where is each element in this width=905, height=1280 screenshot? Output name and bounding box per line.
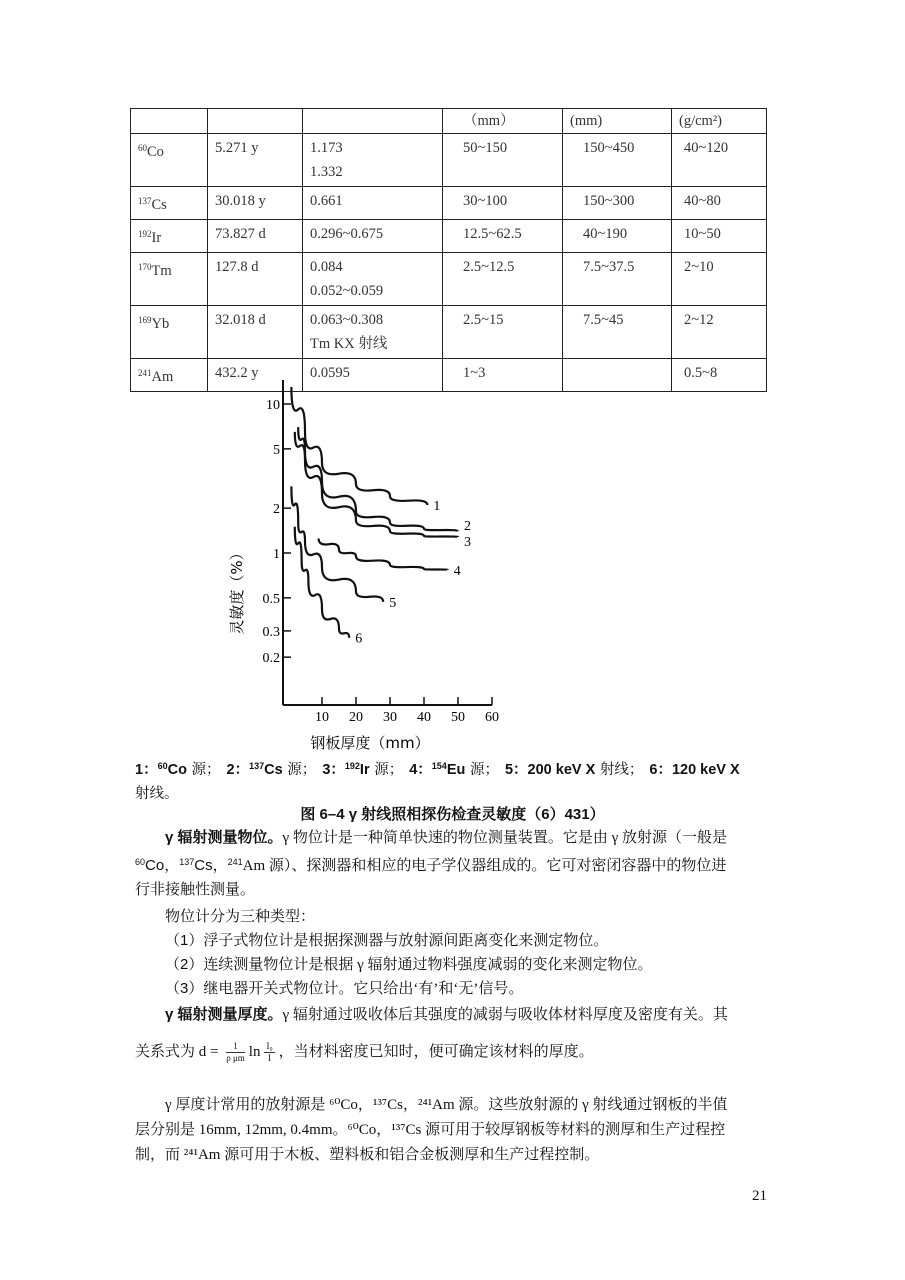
- series-label-5: 5: [389, 595, 397, 611]
- formula-prefix: 关系式为 d =: [135, 1044, 223, 1060]
- table-cell: [443, 306, 563, 359]
- table-cell: [208, 306, 303, 359]
- legend-source: Ir: [359, 762, 370, 778]
- table-cell: [563, 253, 672, 306]
- half-life: 30.018 y: [215, 193, 266, 209]
- mass-number: 154: [431, 761, 447, 771]
- cell-value: 40~80: [684, 193, 721, 209]
- energy-value: 0.052~0.059: [310, 283, 384, 299]
- cell-value: 40~120: [684, 140, 729, 156]
- table-header-row: [131, 109, 767, 134]
- chart-legend-text: [135, 758, 746, 779]
- series-label-2: 2: [464, 519, 471, 535]
- series-line-1: [291, 387, 427, 505]
- table-row: [131, 253, 767, 306]
- header-cell: (g/cm²): [672, 109, 767, 134]
- header-cell: [131, 109, 208, 134]
- para-text: Co，: [145, 857, 180, 874]
- header-cell: （mm）: [443, 109, 563, 134]
- para-line: [135, 826, 775, 850]
- header-cell: [303, 109, 443, 134]
- type-item: [165, 929, 775, 953]
- table-cell: [563, 220, 672, 253]
- legend-number: 3：: [322, 762, 345, 778]
- half-life: 73.827 d: [215, 226, 266, 242]
- legend-source: 200 keV X: [527, 762, 596, 778]
- sensitivity-chart: [215, 375, 515, 755]
- mass-number: 60: [138, 143, 147, 153]
- series-label-6: 6: [355, 631, 363, 647]
- section-heading: γ 辐射测量物位。: [165, 829, 283, 846]
- table-cell: [208, 134, 303, 187]
- table-cell: [131, 134, 208, 187]
- type-number: （3）: [165, 980, 204, 997]
- table-cell: [208, 253, 303, 306]
- y-tick-label: 2: [273, 502, 280, 518]
- fraction-denominator: I: [268, 1053, 272, 1064]
- cell-value: 2~10: [684, 259, 714, 275]
- energy-value: 1.173: [310, 140, 343, 156]
- table-row: [131, 220, 767, 253]
- half-life: 432.2 y: [215, 365, 259, 381]
- mass-number: 170: [138, 262, 152, 272]
- y-tick-label: 0.3: [262, 624, 280, 640]
- table-cell: [443, 253, 563, 306]
- table-cell: [443, 134, 563, 187]
- fraction-numerator: I₀: [266, 1041, 273, 1052]
- para-text: γ 物位计是一种简单快速的物位测量装置。它是由 γ 放射源（一般是: [282, 830, 728, 846]
- table-row: [131, 134, 767, 187]
- x-tick-label: 20: [349, 710, 363, 725]
- cell-value: 10~50: [684, 226, 721, 242]
- legend-source: Cs: [264, 762, 283, 778]
- legend-number: 4：: [409, 762, 432, 778]
- formula-line: [135, 1040, 775, 1064]
- cell-value: 0.5~8: [684, 365, 718, 381]
- y-tick-label: 0.5: [262, 591, 280, 607]
- type-item: [165, 953, 775, 977]
- cell-value: 1~3: [463, 365, 486, 381]
- energy-value: 0.0595: [310, 365, 350, 381]
- para-line: 层分别是 16mm, 12mm, 0.4mm。⁶⁰Co，¹³⁷Cs 源可用于较厚钢板等材料的测厚和生产过程控: [135, 1122, 726, 1138]
- cell-value: 150~450: [583, 140, 635, 156]
- legend-source: 120 keV X: [671, 762, 740, 778]
- cell-value: 50~150: [463, 140, 508, 156]
- table-cell: [443, 220, 563, 253]
- table-cell: [672, 306, 767, 359]
- legend-item: [649, 762, 739, 778]
- table-cell: [672, 220, 767, 253]
- cell-value: 7.5~45: [583, 312, 624, 328]
- element-symbol: Co: [147, 144, 164, 160]
- legend-tail: 源；: [282, 762, 317, 778]
- type-text: 继电器开关式物位计。它只给出‘有’和‘无’信号。: [203, 981, 524, 997]
- mass-number: 137: [179, 857, 195, 867]
- cell-value: 30~100: [463, 193, 508, 209]
- element-symbol: Ir: [151, 230, 162, 246]
- table-cell: [443, 187, 563, 220]
- legend-tail: 源；: [465, 762, 499, 778]
- legend-tail: 源；: [369, 762, 404, 778]
- x-axis-label: 钢板厚度（mm）: [310, 734, 430, 752]
- para-text: Cs，: [194, 857, 228, 874]
- series-label-3: 3: [464, 535, 471, 551]
- legend-item: [135, 762, 221, 778]
- header-cell: (mm): [563, 109, 672, 134]
- cell-value: 2.5~12.5: [463, 259, 515, 275]
- mass-number: 241: [227, 857, 243, 867]
- cell-value: 2.5~15: [463, 312, 504, 328]
- table-cell: [672, 187, 767, 220]
- chart-legend-wrap: [135, 782, 179, 803]
- legend-source: Eu: [446, 762, 466, 778]
- table-row: [131, 187, 767, 220]
- x-tick-label: 50: [451, 710, 465, 725]
- series-label-4: 4: [453, 563, 461, 579]
- energy-value: 0.084: [310, 259, 343, 275]
- table-cell: [563, 306, 672, 359]
- types-intro: 物位计分为三种类型：: [165, 909, 316, 925]
- table-row: [131, 306, 767, 359]
- formula-suffix: ，当材料密度已知时，便可确定该材料的厚度。: [278, 1044, 594, 1060]
- series-line-4: [319, 539, 448, 570]
- half-life: 32.018 d: [215, 312, 266, 328]
- legend-item: [505, 762, 643, 778]
- table-cell: [672, 253, 767, 306]
- legend-item: [227, 762, 317, 778]
- fraction-denominator: ρ μm: [226, 1053, 245, 1064]
- energy-value: 1.332: [310, 164, 343, 180]
- energy-value: 0.296~0.675: [310, 226, 384, 242]
- formula-fraction: [226, 1041, 245, 1064]
- table-cell: [131, 253, 208, 306]
- table-cell: [131, 187, 208, 220]
- legend-item: [409, 762, 499, 778]
- element-symbol: Cs: [151, 197, 167, 213]
- table-cell: [303, 187, 443, 220]
- legend-number: 6：: [649, 762, 672, 778]
- formula-fraction-2: [264, 1041, 274, 1064]
- table-cell: [563, 134, 672, 187]
- legend-tail: 源；: [186, 762, 221, 778]
- mass-number: 137: [249, 761, 265, 771]
- table-cell: [303, 306, 443, 359]
- energy-value: 0.661: [310, 193, 343, 209]
- table-cell: [563, 187, 672, 220]
- mass-number: 192: [138, 229, 152, 239]
- section-heading: γ 辐射测量厚度。: [165, 1006, 283, 1023]
- x-tick-label: 60: [485, 710, 499, 725]
- isotope-table: [130, 108, 767, 392]
- table-cell: [208, 187, 303, 220]
- series-line-2: [298, 427, 458, 531]
- thickness-gauge-paragraph: [135, 1093, 775, 1168]
- legend-item: [322, 762, 403, 778]
- mass-number: 60: [135, 857, 146, 867]
- mass-number: 241: [138, 368, 152, 378]
- cell-value: 150~300: [583, 193, 635, 209]
- type-number: （1）: [165, 932, 204, 949]
- table-cell: [131, 359, 208, 392]
- cell-value: 2~12: [684, 312, 714, 328]
- y-tick-label: 0.2: [262, 651, 280, 667]
- table-cell: [131, 220, 208, 253]
- table-cell: [672, 359, 767, 392]
- y-tick-label: 5: [273, 442, 280, 458]
- para-line: [135, 1003, 775, 1027]
- level-measurement-paragraph: [135, 826, 775, 1027]
- mass-number: 169: [138, 315, 152, 325]
- para-line: 制，而 ²⁴¹Am 源可用于木板、塑料板和铝合金板测厚和生产过程控制。: [135, 1147, 600, 1163]
- mass-number: 192: [344, 761, 360, 771]
- type-item: [165, 977, 775, 1001]
- cell-value: 40~190: [583, 226, 628, 242]
- legend-wrap-text: 射线。: [135, 786, 179, 802]
- y-axis-label: 灵敏度（%）: [228, 545, 246, 635]
- x-tick-label: 40: [417, 710, 431, 725]
- type-text: 连续测量物位计是根据 γ 辐射通过物料强度减弱的变化来测定物位。: [203, 957, 653, 973]
- element-symbol: Yb: [151, 316, 170, 332]
- cell-value: 12.5~62.5: [463, 226, 522, 242]
- x-tick-label: 10: [315, 710, 329, 725]
- table-cell: [303, 220, 443, 253]
- y-tick-label: 10: [266, 398, 280, 413]
- legend-source: Co: [167, 762, 187, 778]
- element-symbol: Tm: [151, 263, 172, 279]
- table-cell: [303, 253, 443, 306]
- legend-number: 2：: [226, 762, 250, 778]
- page-number: 21: [752, 1188, 767, 1204]
- table-cell: [672, 134, 767, 187]
- series-label-1: 1: [433, 498, 441, 514]
- types-list: [135, 929, 775, 1001]
- legend-number: 1：: [135, 762, 158, 778]
- table-cell: [303, 134, 443, 187]
- mass-number: 137: [138, 196, 152, 206]
- legend-number: 5：: [504, 762, 528, 778]
- type-text: 浮子式物位计是根据探测器与放射源间距离变化来测定物位。: [203, 933, 609, 949]
- x-tick-label: 30: [383, 710, 397, 725]
- formula-ln: ln: [248, 1044, 261, 1060]
- figure-caption: 图 6–4 γ 射线照相探伤检查灵敏度（6）431）: [300, 806, 605, 823]
- table-cell: [131, 306, 208, 359]
- table-cell: [208, 220, 303, 253]
- energy-value: Tm KX 射线: [310, 336, 388, 352]
- element-symbol: Am: [151, 369, 174, 385]
- para-line: [135, 850, 775, 878]
- legend-tail: 射线；: [595, 762, 644, 778]
- para-line: 行非接触性测量。: [135, 882, 256, 898]
- type-number: （2）: [165, 956, 204, 973]
- half-life: 5.271 y: [215, 140, 259, 156]
- y-tick-label: 1: [273, 547, 280, 562]
- mass-number: 60: [157, 761, 168, 771]
- para-text: γ 辐射通过吸收体后其强度的减弱与吸收体材料厚度及密度有关。其: [282, 1007, 728, 1023]
- para-text: Am 源）、探测器和相应的电子学仪器组成的。它可对密闭容器中的物位进: [242, 858, 727, 874]
- half-life: 127.8 d: [215, 259, 259, 275]
- para-line: γ 厚度计常用的放射源是 ⁶⁰Co，¹³⁷Cs，²⁴¹Am 源。这些放射源的 γ 射线通过钢板的半值: [165, 1097, 728, 1113]
- header-cell: [208, 109, 303, 134]
- table-cell: [563, 359, 672, 392]
- energy-value: 0.063~0.308: [310, 312, 384, 328]
- fraction-numerator: 1: [226, 1041, 245, 1053]
- cell-value: 7.5~37.5: [583, 259, 635, 275]
